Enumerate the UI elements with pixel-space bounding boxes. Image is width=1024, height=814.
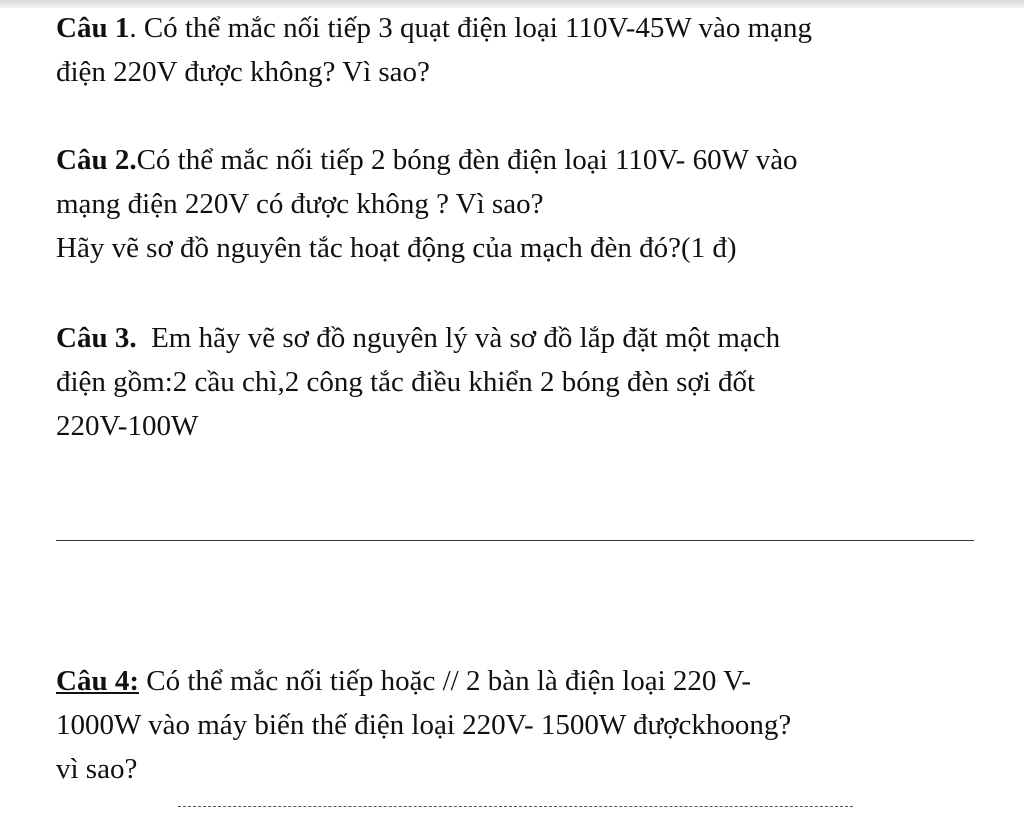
question-3-text-2: điện gồm:2 cầu chì,2 công tắc điều khiển 2 bóng đèn sợi đốt (56, 366, 756, 398)
question-3-line-1 (56, 316, 986, 360)
question-4-text-2: 1000W vào máy biến thế điện loại 220V- 1500W đượckhoong? (56, 709, 792, 741)
question-3 (56, 316, 986, 448)
question-4-text-3: vì sao? (56, 753, 138, 785)
question-1-text-1: . Có thể mắc nối tiếp 3 quạt điện loại 110V-45W vào mạng (129, 12, 813, 44)
question-1-text-2: điện 220V được không? Vì sao? (56, 56, 430, 88)
horizontal-divider (56, 540, 974, 541)
question-1-label: Câu 1 (56, 12, 130, 44)
dashed-divider (178, 806, 853, 807)
question-2-line-1 (56, 138, 986, 182)
question-4-label: Câu 4: (56, 665, 139, 697)
question-3-text-1: Em hãy vẽ sơ đồ nguyên lý và sơ đồ lắp đặt một mạch (136, 322, 781, 354)
question-1 (56, 6, 986, 94)
question-1-line-1 (56, 6, 986, 50)
question-2-text-3: Hãy vẽ sơ đồ nguyên tắc hoạt động của mạch đèn đó?(1 đ) (56, 232, 737, 264)
question-3-label: Câu 3. (56, 322, 137, 354)
question-4-text-1: Có thể mắc nối tiếp hoặc // 2 bàn là điện loại 220 V- (138, 665, 752, 697)
question-3-text-3: 220V-100W (56, 410, 199, 442)
question-2-text-2: mạng điện 220V có được không ? Vì sao? (56, 188, 544, 220)
question-2-label: Câu 2. (56, 144, 137, 176)
question-4-line-1 (56, 659, 986, 703)
question-2-text-1: Có thể mắc nối tiếp 2 bóng đèn điện loại 110V- 60W vào (136, 144, 798, 176)
question-2 (56, 138, 986, 270)
question-4 (56, 659, 986, 791)
